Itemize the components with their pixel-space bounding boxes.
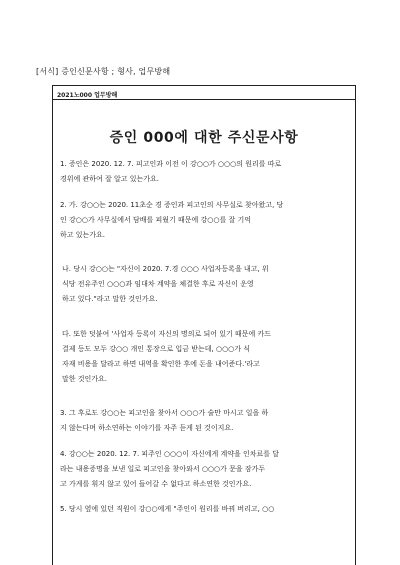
question-line: 라는 내용증명을 보낸 일로 피고인을 찾아와서 ○○○가 문을 잠가두 — [60, 465, 266, 473]
question-line: 지 않는다며 하소연하는 이야기를 자주 듣게 된 것이지요. — [60, 424, 234, 432]
question-line: 2. 가. 강○○는 2020. 11초순 경 증인과 피고인의 사무실로 찾아왔고, 당 — [60, 201, 284, 209]
case-number: 2021노000 업무방해 — [57, 92, 118, 99]
question-line: 말한 것인가요. — [62, 375, 108, 383]
question-2b — [62, 262, 269, 307]
question-line: 나. 당시 강○○는 "자신이 2020. 7.경 ○○○ 사업자등록을 내고, 위 — [62, 265, 269, 273]
form-caption: [서식] 증인신문사항 ; 형사, 업무방해 — [36, 67, 171, 76]
question-line: 하고 있다."라고 말한 것인가요. — [62, 295, 158, 303]
header-divider — [52, 99, 356, 100]
question-2c — [62, 327, 271, 387]
question-3 — [60, 406, 268, 436]
question-line: 다. 또한 덧붙여 '사업자 등록이 자신의 명의로 되어 있기 때문에 카드 — [62, 330, 271, 338]
question-line: 3. 그 후로도 강○○는 피고인을 찾아서 ○○○가 술만 마시고 일을 하 — [60, 409, 269, 417]
question-1 — [60, 157, 281, 187]
question-line: 경위에 관하여 잘 알고 있는가요. — [60, 175, 160, 183]
question-line: 1. 증인은 2020. 12. 7. 피고인과 이전 이 강○○가 ○○○의 원리를 따로 — [60, 160, 282, 168]
question-4 — [60, 447, 279, 492]
document-title: 증인 000에 대한 주신문사항 — [109, 130, 299, 146]
question-line: 결제 등도 모두 강○○ 개인 통장으로 입금 받는데, ○○○가 식 — [62, 345, 251, 353]
question-line: 식당 전유주인 ○○○과 임대차 계약을 체결한 후로 자신이 운영 — [62, 280, 254, 288]
question-line: 4. 강○○는 2020. 12. 7. 피주인 ○○○이 자신에게 계약을 인차료를 달 — [60, 450, 280, 458]
question-2a — [60, 198, 283, 243]
question-line: 고 가게를 휘지 않고 있어 들어갈 수 없다고 하소연한 것인가요. — [60, 480, 252, 488]
question-line: 자재 비용을 달라고 하면 내역을 확인한 후에 돈을 내어준다.'라고 — [62, 360, 260, 368]
question-line: 하고 있는가요. — [60, 231, 106, 239]
question-5 — [60, 502, 274, 517]
question-line: 5. 당시 옆에 있던 직원이 강○○에게 "주인이 원리를 바꿔 버리고, ○○ — [60, 505, 275, 513]
question-line: 인 강○○가 사무실에서 담배를 피웠기 때문에 강○○를 잘 기억 — [60, 216, 251, 224]
